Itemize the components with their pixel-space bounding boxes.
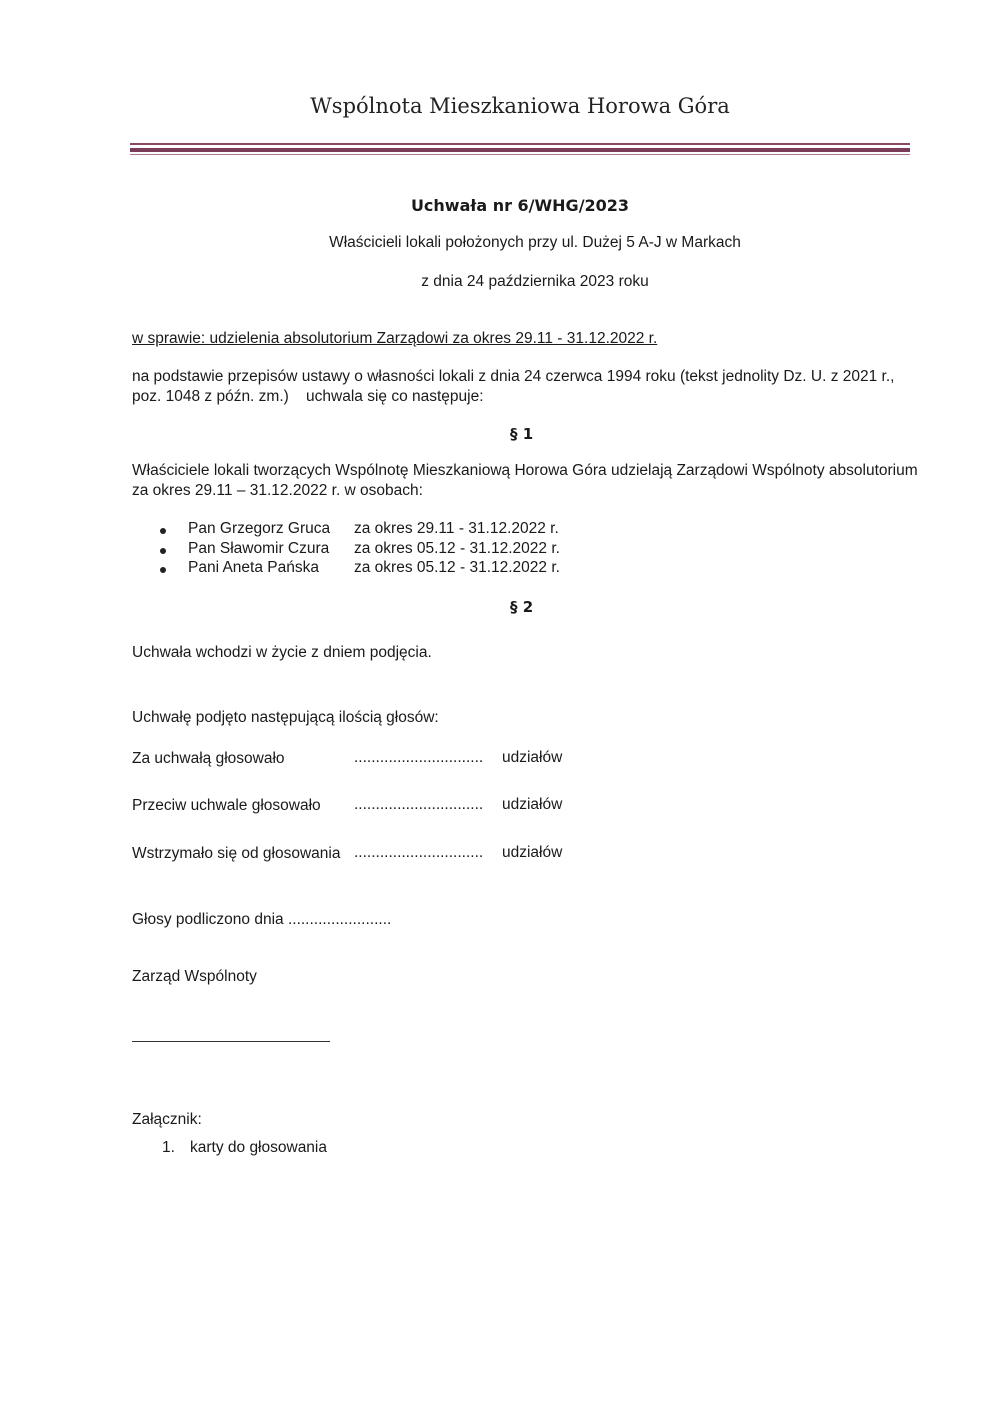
person-period: za okres 05.12 - 31.12.2022 r.	[354, 559, 560, 576]
person-period: za okres 29.11 - 31.12.2022 r.	[354, 520, 559, 537]
attachment-number: 1.	[162, 1139, 175, 1156]
vote-label: Wstrzymało się od głosowania	[132, 845, 341, 862]
board-signature-label: Zarząd Wspólnoty	[132, 968, 257, 985]
section-2-mark: § 2	[510, 598, 534, 616]
header-rule-middle	[130, 148, 910, 152]
header-rule-top	[130, 143, 910, 145]
section-1-mark: § 1	[510, 425, 534, 443]
bullet-icon	[160, 548, 166, 554]
vote-dots: ..............................	[354, 796, 484, 813]
person-name: Pan Sławomir Czura	[188, 540, 330, 557]
person-period: za okres 05.12 - 31.12.2022 r.	[354, 540, 560, 557]
bullet-icon	[160, 528, 166, 534]
attachment-label: Załącznik:	[132, 1111, 202, 1128]
subject-line: w sprawie: udzielenia absolutorium Zarządowi za okres 29.11 - 31.12.2022 r.	[132, 330, 658, 347]
bullet-icon	[160, 567, 166, 573]
voting-intro: Uchwałę podjęto następującą ilością głosów:	[132, 709, 439, 726]
legal-basis-line-1: na podstawie przepisów ustawy o własności lokali z dnia 24 czerwca 1994 roku (tekst jednolity Dz. U. z 2021 r.,	[132, 368, 895, 385]
legal-basis-line-2: poz. 1048 z późn. zm.) uchwala się co następuje:	[132, 388, 484, 405]
vote-unit: udziałów	[502, 749, 563, 766]
vote-unit: udziałów	[502, 844, 563, 861]
section-2-text: Uchwała wchodzi w życie z dniem podjęcia.	[132, 644, 432, 661]
owners-line: Właścicieli lokali położonych przy ul. Dużej 5 A-J w Markach	[329, 234, 741, 251]
vote-dots: ..............................	[354, 844, 484, 861]
vote-label: Przeciw uchwale głosowało	[132, 797, 321, 814]
community-name: Wspólnota Mieszkaniowa Horowa Góra	[310, 94, 730, 118]
vote-dots: ..............................	[354, 749, 484, 766]
attachment-text: karty do głosowania	[190, 1139, 327, 1156]
section-1-text-line-1: Właściciele lokali tworzących Wspólnotę Mieszkaniową Horowa Góra udzielają Zarządowi Wspólnoty absolutorium	[132, 462, 918, 479]
vote-label: Za uchwałą głosowało	[132, 750, 285, 767]
signature-line	[132, 1041, 330, 1042]
person-name: Pani Aneta Pańska	[188, 559, 319, 576]
header-rule-bottom	[130, 154, 910, 155]
date-line: z dnia 24 października 2023 roku	[421, 273, 649, 290]
vote-unit: udziałów	[502, 796, 563, 813]
resolution-title: Uchwała nr 6/WHG/2023	[410, 196, 630, 215]
section-1-text-line-2: za okres 29.11 – 31.12.2022 r. w osobach:	[132, 482, 423, 499]
person-name: Pan Grzegorz Gruca	[188, 520, 331, 537]
votes-counted-line: Głosy podliczono dnia ........................	[132, 911, 392, 928]
